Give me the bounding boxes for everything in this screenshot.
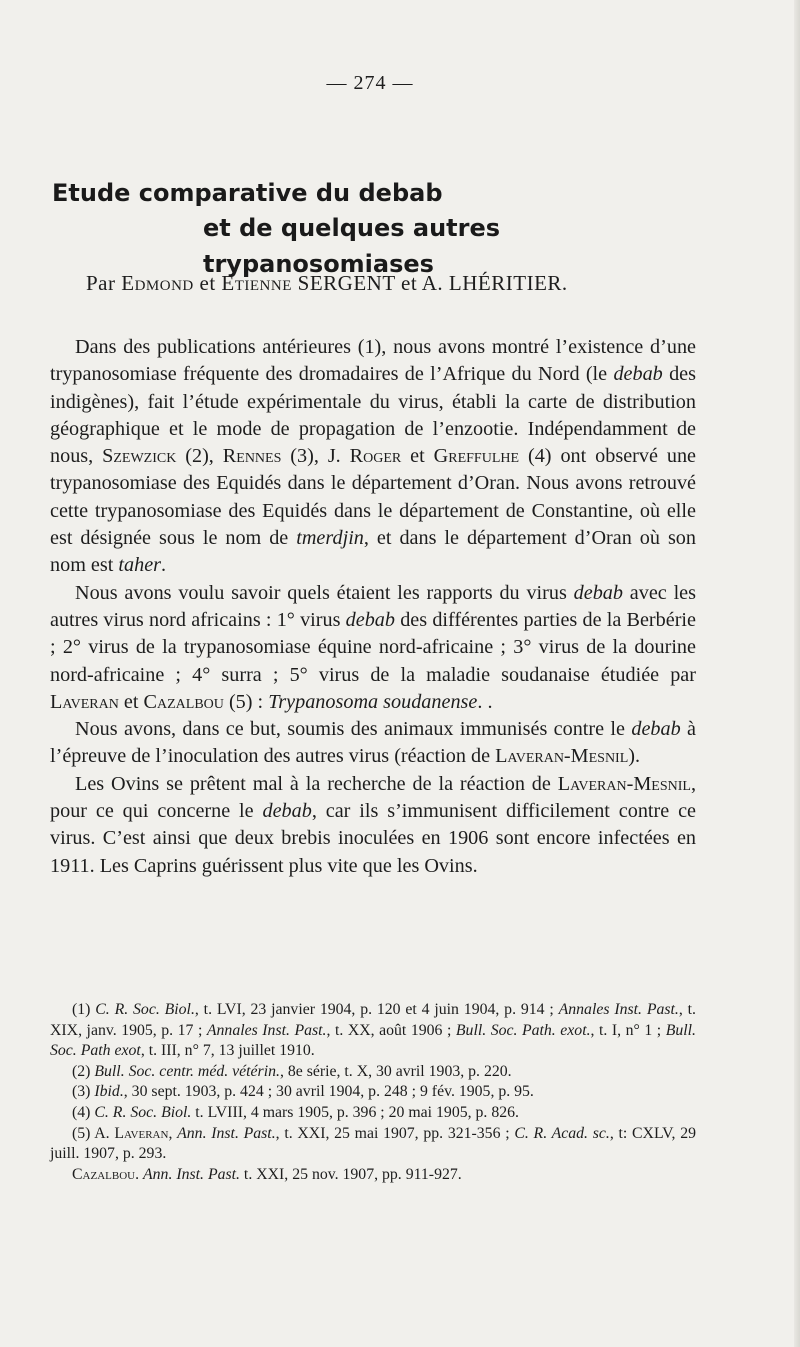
term-debab: debab	[345, 608, 395, 631]
text: , 30 sept. 1903, p. 424 ; 30 avril 1904, p. 248 ; 9 fév. 1905, p. 95.	[123, 1083, 534, 1101]
term-taher: taher	[118, 554, 162, 577]
text: (2),	[176, 445, 223, 468]
text: . .	[477, 690, 493, 713]
text: , car ils s’immunisent difficilement contre ce virus. C’est ainsi que deux brebis inoculées en 1906 sont encore infectées en 1911. Les Caprins guérissent plus vite que les Ovins.	[50, 800, 696, 877]
text: .	[135, 1165, 143, 1183]
footnote-1	[50, 1000, 696, 1062]
text: (3)	[72, 1083, 95, 1101]
text: à l’épreuve de l’inoculation des autres virus (réaction de	[50, 718, 696, 768]
footnote-5-continued	[50, 1165, 696, 1186]
page-number: — 274 —	[326, 72, 414, 94]
citation: Ann. Inst. Past.	[177, 1124, 276, 1142]
author-name: Laveran	[114, 1124, 169, 1142]
term-tmerdjin: tmerdjin	[296, 527, 364, 550]
authors-par: Par	[86, 271, 116, 295]
text: .	[161, 554, 167, 577]
citation: Annales Inst. Past.	[558, 1001, 679, 1018]
author-first-name-2: Etienne	[221, 271, 292, 295]
article-title-line-1: Etude comparative du debab	[52, 179, 443, 207]
authors-et-2: et	[401, 271, 418, 295]
author-surname: SERGENT	[297, 271, 396, 295]
citation: Ann. Inst. Past.	[143, 1165, 240, 1183]
paragraph-3	[50, 716, 696, 771]
author-name: Greffulhe	[433, 445, 520, 468]
term-debab: debab	[613, 363, 663, 386]
author-name: Cazalbou	[72, 1165, 136, 1183]
article-title-line-2: et de quelques autres trypanosomiases	[203, 214, 501, 278]
text: , t. I, n° 1 ;	[590, 1021, 666, 1039]
citation: C. R. Acad. sc.	[514, 1124, 610, 1142]
text: Dans des publications antérieures (1), nous avons montré l’existence d’une trypanosomiase fréquente des dromadaires de l’Afrique du Nord (le	[50, 336, 696, 386]
paragraph-1	[50, 334, 696, 580]
citation: C. R. Soc. Biol.	[94, 1103, 192, 1121]
author-name: Laveran-Mesnil	[557, 772, 691, 795]
text: Nous avons, dans ce but, soumis des animaux immunisés contre le	[75, 718, 632, 741]
author-line	[86, 271, 706, 296]
text: (2)	[72, 1062, 95, 1080]
text: , t: CXLV, 29 juill. 1907, p. 293.	[50, 1124, 696, 1163]
author-name: Roger	[349, 445, 402, 468]
term-debab: debab	[573, 581, 623, 604]
text: , pour ce qui concerne le	[50, 772, 696, 823]
footnotes	[50, 1000, 696, 1185]
author-third: A. LHÉRITIER.	[421, 271, 568, 295]
term-debab: debab	[631, 718, 681, 741]
page-edge	[794, 0, 800, 1347]
author-name: Szewzick	[102, 445, 177, 468]
footnote-5	[50, 1124, 696, 1165]
term-species: Trypanosoma soudanense	[268, 690, 478, 713]
footnote-4	[50, 1103, 696, 1124]
text: , 8e série, t. X, 30 avril 1903, p. 220.	[279, 1062, 512, 1080]
text: , t. XXI, 25 mai 1907, pp. 321-356 ;	[275, 1124, 515, 1142]
text: , et dans le département d’Oran où son nom est	[50, 527, 696, 577]
text: (3), J.	[281, 445, 350, 468]
text: , t. III, n° 7, 13 juillet 1910.	[140, 1042, 315, 1060]
paragraph-4	[50, 771, 696, 880]
text: , t. XIX, janv. 1905, p. 17 ;	[50, 1001, 696, 1039]
article-body	[50, 334, 696, 880]
author-name: Laveran-Mesnil	[495, 745, 629, 768]
authors-et-1: et	[199, 271, 216, 295]
text: , t. XX, août 1906 ;	[326, 1021, 456, 1039]
text: ).	[628, 745, 641, 768]
text: des différentes parties de la Berbérie ; 2° virus de la trypanosomiase équine nord-africaine ; 3° virus de la dourine nord-africaine ; 4° surra ; 5° virus de la maladie soudanaise étudiée par	[50, 608, 696, 686]
author-first-name-1: Edmond	[121, 271, 194, 295]
citation: Ibid.	[94, 1083, 124, 1101]
citation: C. R. Soc. Biol.	[95, 1001, 195, 1018]
citation: Bull. Soc. Path exot	[50, 1021, 696, 1060]
author-name: Rennes	[222, 445, 282, 468]
text: et	[118, 690, 144, 713]
paragraph-2	[50, 580, 696, 716]
text: (1)	[72, 1001, 96, 1018]
text: Nous avons voulu savoir quels étaient les rapports du virus	[75, 581, 574, 604]
citation: Bull. Soc. Path. exot.	[455, 1021, 591, 1039]
text: et	[401, 445, 434, 468]
footnote-3	[50, 1082, 696, 1103]
text: , t. LVI, 23 janvier 1904, p. 120 et 4 juin 1904, p. 914 ;	[194, 1001, 559, 1018]
text: (5) :	[223, 690, 269, 713]
author-name: Cazalbou	[143, 690, 224, 713]
footnote-2	[50, 1062, 696, 1083]
text: t. XXI, 25 nov. 1907, pp. 911-927.	[239, 1165, 462, 1183]
text: t. LVIII, 4 mars 1905, p. 396 ; 20 mai 1905, p. 826.	[191, 1103, 519, 1121]
text: avec les autres virus nord africains : 1° virus	[50, 581, 696, 631]
text: (4) ont observé une trypanosomiase des Equidés dans le département d’Oran. Nous avons retrouvé cette trypanosomiase des Equidés dans le département de Constantine, où elle est désignée sous le nom de	[50, 445, 697, 550]
text: ,	[168, 1124, 178, 1142]
citation: Bull. Soc. centr. méd. vétérin.	[94, 1062, 280, 1080]
text: Les Ovins se prêtent mal à la recherche de la réaction de	[75, 772, 558, 795]
text: (5) A.	[72, 1124, 115, 1142]
citation: Annales Inst. Past.	[206, 1021, 327, 1039]
author-name: Laveran	[50, 690, 119, 713]
text: (4)	[72, 1103, 95, 1121]
text: des indigènes), fait l’étude expérimentale du virus, établi la carte de distribution géographique et le mode de propagation de l’enzootie. Indépendamment de nous,	[50, 363, 696, 468]
term-debab: debab	[262, 800, 312, 823]
